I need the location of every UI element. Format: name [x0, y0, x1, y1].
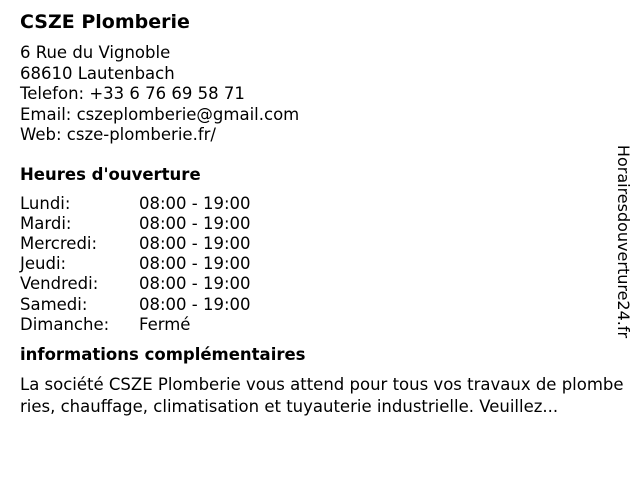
- street-address: 6 Rue du Vignoble: [20, 43, 171, 62]
- day-time: 08:00 - 19:00: [139, 254, 251, 274]
- hours-row-saturday: [20, 295, 620, 315]
- day-label: Mercredi:: [20, 233, 98, 253]
- email-line: Email: cszeplomberie@gmail.com: [20, 104, 300, 124]
- hours-row-monday: [20, 194, 620, 214]
- hours-row-wednesday: [20, 234, 620, 254]
- day-label: Jeudi:: [20, 254, 67, 274]
- hours-row-tuesday: [20, 214, 620, 234]
- opening-hours-title: Heures d'ouverture: [20, 164, 201, 184]
- day-time: 08:00 - 19:00: [139, 274, 251, 294]
- day-time: Fermé: [139, 314, 191, 334]
- website-line: Web: csze-plomberie.fr/: [20, 125, 216, 144]
- additional-info-title: informations complémentaires: [20, 344, 306, 364]
- hours-row-friday: [20, 274, 620, 294]
- day-label: Dimanche:: [20, 314, 110, 334]
- business-name: CSZE Plomberie: [20, 11, 190, 33]
- site-brand-label: Horairesdouverture24.fr: [614, 144, 634, 338]
- day-time: 08:00 - 19:00: [139, 294, 251, 314]
- hours-row-thursday: [20, 254, 620, 274]
- day-time: 08:00 - 19:00: [139, 233, 251, 253]
- day-label: Lundi:: [20, 193, 71, 213]
- day-label: Samedi:: [20, 294, 88, 314]
- day-time: 08:00 - 19:00: [139, 213, 251, 233]
- phone-line: Telefon: +33 6 76 69 58 71: [20, 84, 245, 103]
- hours-row-sunday: [20, 315, 620, 335]
- site-brand-vertical: [610, 136, 638, 346]
- day-label: Vendredi:: [20, 274, 99, 294]
- day-time: 08:00 - 19:00: [139, 193, 251, 213]
- opening-hours-table: [20, 194, 620, 335]
- day-label: Mardi:: [20, 213, 72, 233]
- business-description: La société CSZE Plomberie vous attend pour tous vos travaux de plomberies, chauffage, climatisation et tuyauterie industrielle. Veuillez...: [20, 374, 624, 416]
- city-postal: 68610 Lautenbach: [20, 63, 175, 83]
- address-block: [20, 43, 620, 146]
